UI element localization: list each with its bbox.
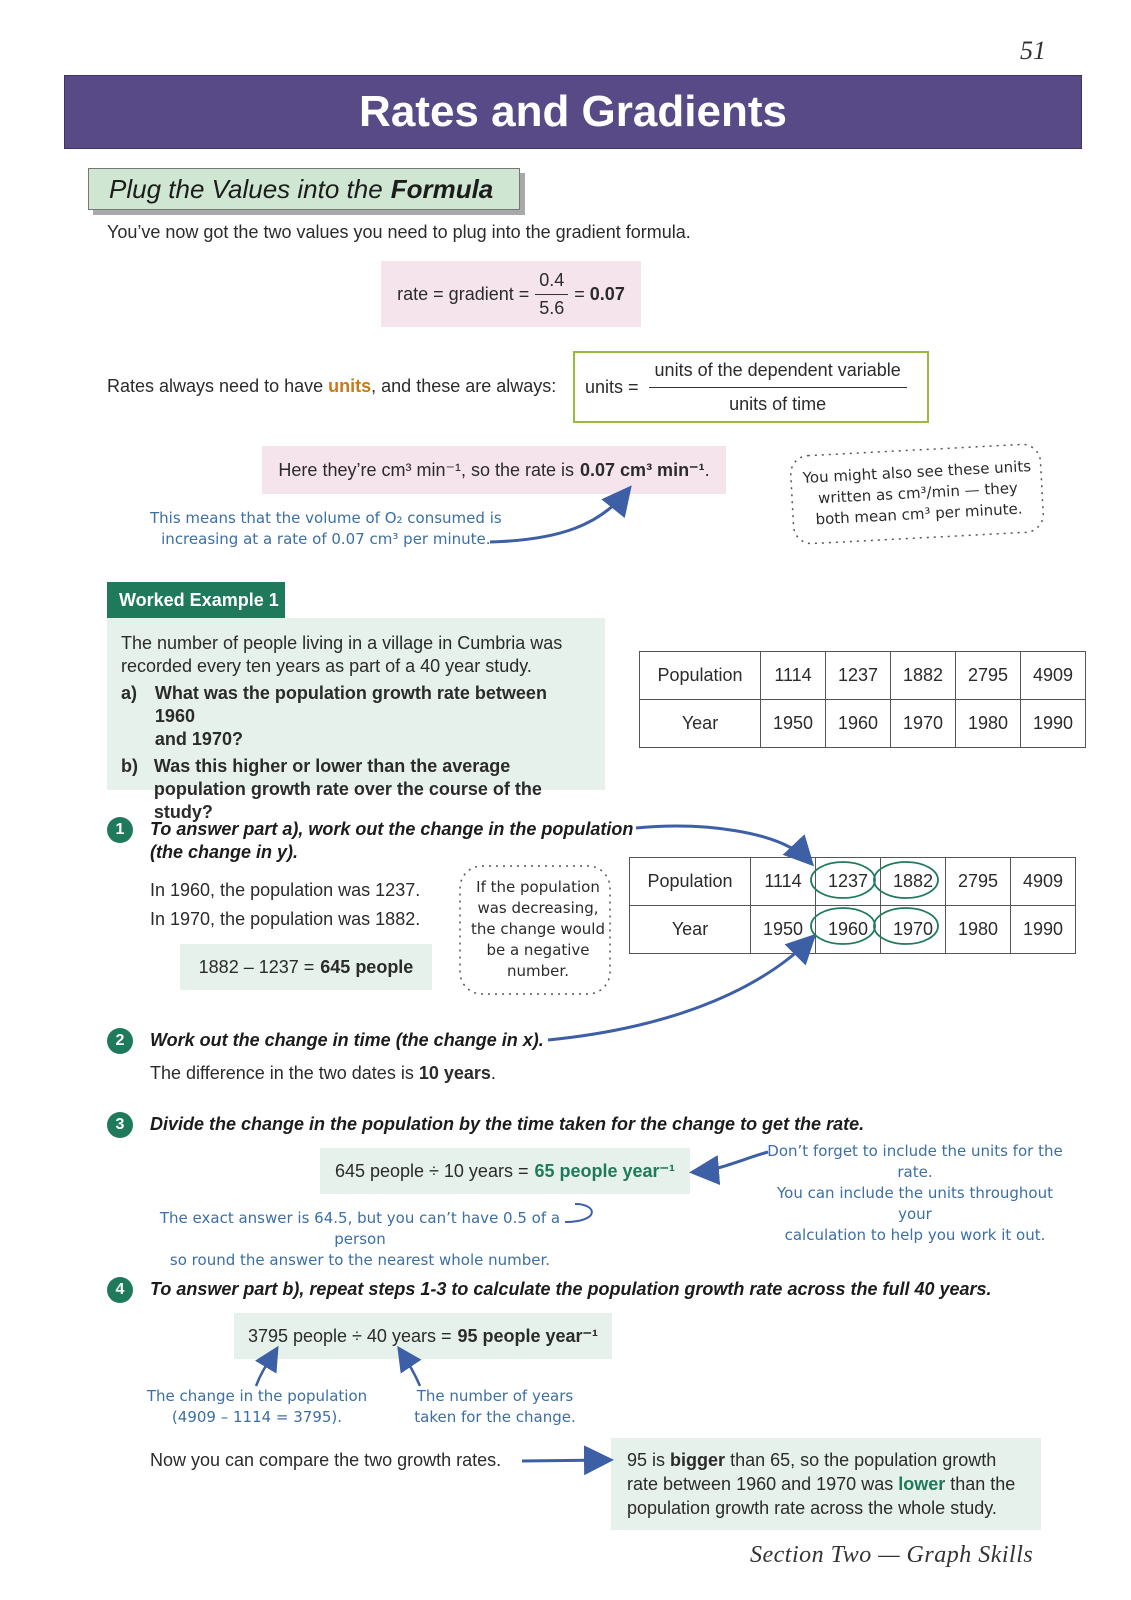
units-reminder-note <box>760 1141 1070 1246</box>
table-row <box>630 858 1076 906</box>
units-tip-line1: You might also see these units <box>802 457 1032 487</box>
units-text <box>107 376 556 397</box>
table-cell: 1980 <box>956 700 1021 748</box>
conclusion-lower: lower <box>898 1474 946 1494</box>
step-1-badge: 1 <box>107 817 133 843</box>
units-tip-bubble <box>797 456 1040 531</box>
units-keyword: units <box>328 376 372 396</box>
units-text-pre: Rates always need to have <box>107 376 324 396</box>
table-row-label: Population <box>640 652 761 700</box>
o2-note-line1: This means that the volume of O₂ consumed is <box>150 509 502 527</box>
step-4-title: To answer part b), repeat steps 1-3 to calculate the population growth rate across the full 40 years. <box>150 1279 992 1299</box>
step-2-text-value: 10 years <box>418 1063 491 1083</box>
table-row <box>640 700 1086 748</box>
negative-bubble-line5: number. <box>507 962 569 980</box>
step-2-text-post: . <box>490 1063 496 1083</box>
step-2-text-pre: The difference in the two dates is <box>150 1063 414 1083</box>
step-1-title <box>150 818 633 864</box>
step-1-text-1960: In 1960, the population was 1237. <box>150 880 421 900</box>
step-4-calculation <box>234 1313 612 1359</box>
negative-bubble-line4: be a negative <box>486 941 590 959</box>
question-a-text <box>155 682 591 751</box>
intro-text: You’ve now got the two values you need to plug into the gradient formula. <box>107 222 691 242</box>
step-1-title-line2: (the change in y). <box>150 842 299 862</box>
table-cell: 1960 <box>816 906 881 954</box>
table-cell: 1970 <box>891 700 956 748</box>
units-reminder-line1: Don’t forget to include the units for the rate. <box>767 1142 1063 1181</box>
table-cell: 1237 <box>816 858 881 906</box>
conclusion-p2: than 65, so the population growth <box>730 1450 997 1470</box>
table-row-label: Year <box>640 700 761 748</box>
population-table <box>639 651 1086 748</box>
conclusion-p1: 95 is <box>627 1450 666 1470</box>
table-cell: 1970 <box>881 906 946 954</box>
step-1-title-line1: To answer part a), work out the change in the population <box>150 819 634 839</box>
rounding-note-line2: so round the answer to the nearest whole number. <box>169 1251 551 1269</box>
table-row <box>630 906 1076 954</box>
step-3-title: Divide the change in the population by the time taken for the change to get the rate. <box>150 1114 865 1134</box>
population-change-line1: The change in the population <box>146 1387 368 1405</box>
table-cell: 1980 <box>946 906 1011 954</box>
page-title: Rates and Gradients <box>359 87 787 136</box>
units-tip-line3: both mean cm³ per minute. <box>815 499 1023 529</box>
step-4-badge: 4 <box>107 1277 133 1303</box>
units-formula-box <box>573 351 929 423</box>
section-footer: Section Two — Graph Skills <box>750 1542 1034 1568</box>
step-2-text <box>150 1063 496 1084</box>
worked-example-question <box>107 618 605 822</box>
negative-bubble-line3: the change would <box>471 920 605 938</box>
negative-bubble-line1: If the population <box>476 878 600 896</box>
question-a-line1: What was the population growth rate between 1960 <box>154 683 547 726</box>
question-b-line1: Was this higher or lower than the average <box>153 756 511 776</box>
table-cell: 1990 <box>1021 700 1086 748</box>
step-3-calc-expression: 645 people ÷ 10 years = <box>334 1160 529 1181</box>
formula-numerator: 0.4 <box>535 270 568 295</box>
table-row-label: Population <box>630 858 751 906</box>
conclusion-bigger: bigger <box>670 1450 726 1470</box>
units-tip-line2: written as cm³/min — they <box>817 478 1019 508</box>
question-a <box>121 682 591 751</box>
step-1-text-1970: In 1970, the population was 1882. <box>150 909 421 929</box>
question-a-line2: and 1970? <box>154 729 243 749</box>
rate-statement-pre: Here they’re cm³ min⁻¹, so the rate is <box>278 459 575 480</box>
table-cell: 2795 <box>946 858 1011 906</box>
step-4-calc-expression: 3795 people ÷ 40 years = <box>247 1325 452 1346</box>
question-b-label: b) <box>121 756 138 776</box>
section-heading-bold: Formula <box>390 173 494 204</box>
formula-fraction <box>535 270 568 319</box>
step-1-text <box>150 876 420 934</box>
units-denominator: units of time <box>729 393 827 414</box>
compare-text: Now you can compare the two growth rates. <box>150 1450 502 1470</box>
table-cell: 1950 <box>761 700 826 748</box>
conclusion-p3: rate between 1960 and 1970 was <box>627 1474 894 1494</box>
rate-statement <box>262 446 726 494</box>
units-reminder-arrow <box>695 1152 768 1172</box>
section-heading-prefix: Plug the Values into the <box>109 173 383 204</box>
years-note-line2: taken for the change. <box>414 1408 576 1426</box>
formula-equals: = <box>574 283 585 304</box>
page-number: 51 <box>1020 36 1046 65</box>
table-cell: 4909 <box>1011 858 1076 906</box>
o2-note-arrow <box>490 490 628 542</box>
table-cell: 1114 <box>751 858 816 906</box>
units-reminder-line3: calculation to help you work it out. <box>784 1226 1046 1244</box>
question-b <box>121 755 591 824</box>
question-b-text <box>154 755 591 824</box>
table-row <box>640 652 1086 700</box>
step-1-calc-expression: 1882 – 1237 = <box>198 956 315 977</box>
table-cell: 1950 <box>751 906 816 954</box>
years-note-line1: The number of years <box>416 1387 574 1405</box>
table-cell: 4909 <box>1021 652 1086 700</box>
question-intro-1: The number of people living in a village in Cumbria was <box>121 633 563 653</box>
step-3-badge: 3 <box>107 1112 133 1138</box>
rate-statement-value: 0.07 cm³ min⁻¹ <box>580 459 705 480</box>
table-cell: 2795 <box>956 652 1021 700</box>
table-cell: 1882 <box>891 652 956 700</box>
step-4-calc-result: 95 people year⁻¹ <box>457 1325 599 1346</box>
formula-denominator: 5.6 <box>539 297 565 318</box>
units-lhs: units = <box>585 376 639 397</box>
table-cell: 1882 <box>881 858 946 906</box>
compare-arrow <box>522 1460 608 1461</box>
step-2-badge: 2 <box>107 1028 133 1054</box>
units-reminder-line2: You can include the units throughout your <box>777 1184 1053 1223</box>
table-cell: 1960 <box>826 700 891 748</box>
step-3-calc-result: 65 people year⁻¹ <box>534 1160 676 1181</box>
step-2-title: Work out the change in time (the change in x). <box>150 1030 544 1050</box>
title-bar <box>64 75 1082 149</box>
question-b-line2: population growth rate over the course of the study? <box>153 779 542 822</box>
conclusion-p5: population growth rate across the whole study. <box>627 1498 997 1518</box>
rounding-note-line1: The exact answer is 64.5, but you can’t have 0.5 of a person <box>159 1209 561 1248</box>
question-a-label: a) <box>121 683 138 703</box>
table-row-label: Year <box>630 906 751 954</box>
population-table-highlighted <box>629 857 1076 954</box>
o2-note-line2: increasing at a rate of 0.07 cm³ per minute. <box>161 530 491 548</box>
units-text-post: , and these are always: <box>371 376 557 396</box>
step-3-calculation <box>320 1148 690 1194</box>
section-heading <box>88 168 520 210</box>
formula-lhs: rate = gradient = <box>397 283 530 304</box>
step-1-calculation <box>180 944 432 990</box>
units-numerator: units of the dependent variable <box>649 360 907 388</box>
population-change-line2: (4909 – 1114 = 3795). <box>171 1408 343 1426</box>
units-fraction <box>649 360 907 415</box>
negative-change-bubble <box>468 877 608 982</box>
conclusion-box <box>611 1438 1041 1530</box>
step-1-calc-result: 645 people <box>320 956 414 977</box>
table-cell: 1990 <box>1011 906 1076 954</box>
formula-result: 0.07 <box>589 283 625 304</box>
years-note <box>410 1386 580 1428</box>
o2-note <box>150 508 502 550</box>
table-cell: 1237 <box>826 652 891 700</box>
rate-statement-post: . <box>704 459 710 480</box>
worked-example-tag: Worked Example 1 <box>107 582 285 618</box>
rounding-note <box>140 1208 580 1271</box>
population-change-note <box>142 1386 372 1428</box>
conclusion-p4: than the <box>950 1474 1016 1494</box>
gradient-formula <box>381 261 641 327</box>
question-intro-2: recorded every ten years as part of a 40 year study. <box>121 656 532 676</box>
table-cell: 1114 <box>761 652 826 700</box>
negative-bubble-line2: was decreasing, <box>477 899 599 917</box>
